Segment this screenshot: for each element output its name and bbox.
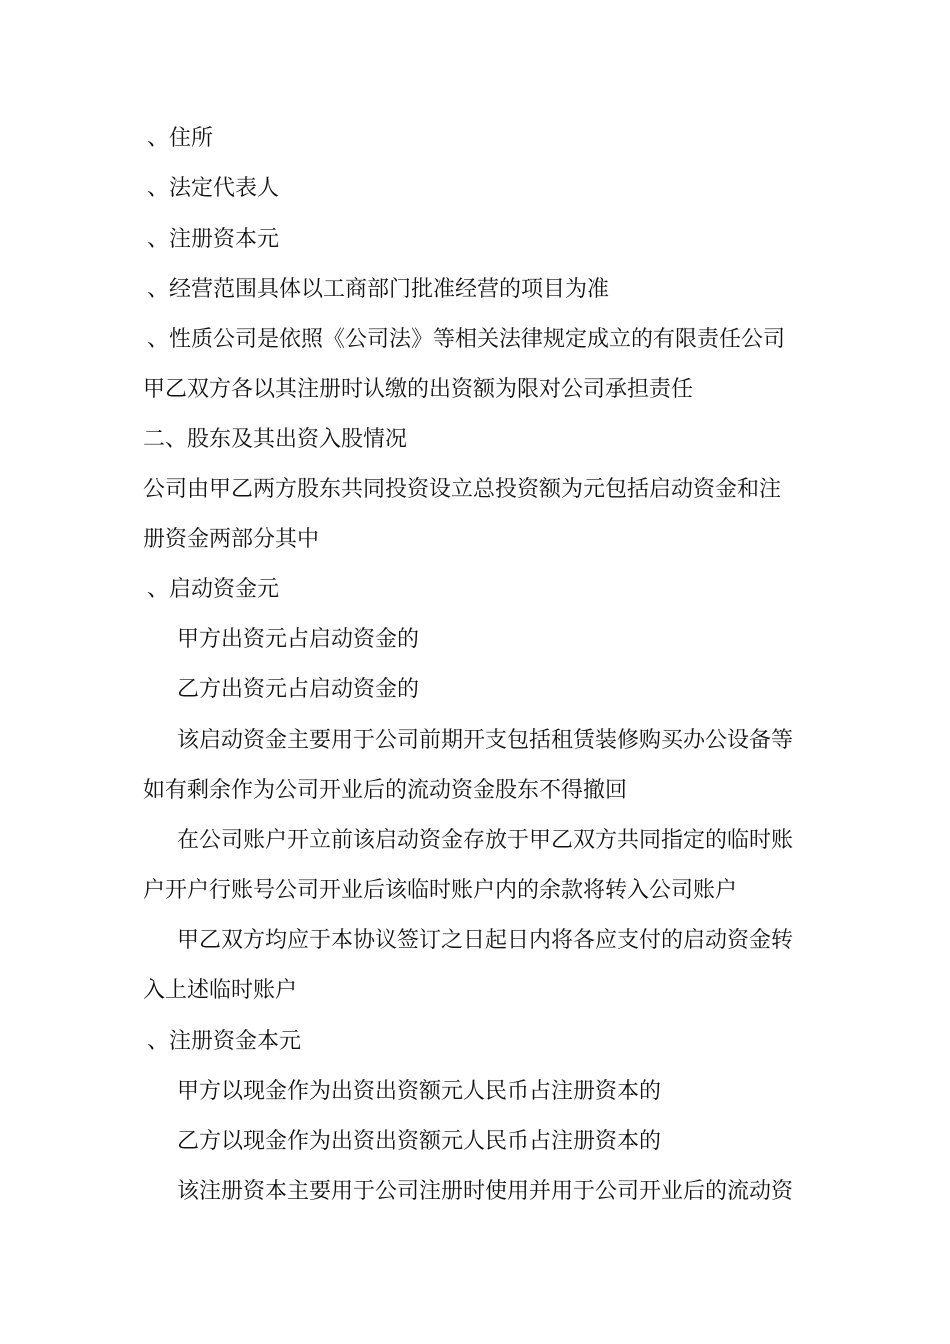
line-payment-deadline: 甲乙双方均应于本协议签订之日起日内将各应支付的启动资金转 [177, 928, 794, 953]
line-startup-usage-cont: 如有剩余作为公司开业后的流动资金股东不得撤回 [143, 778, 628, 803]
line-payment-deadline-cont: 入上述临时账户 [143, 978, 298, 1003]
line-party-a-startup: 甲方出资元占启动资金的 [177, 627, 420, 652]
line-investment-total-cont: 册资金两部分其中 [143, 527, 320, 552]
line-legal-representative: 、法定代表人 [147, 176, 280, 201]
line-temp-account-cont: 户开户行账号公司开业后该临时账户内的余款将转入公司账户 [143, 878, 738, 903]
line-capital-usage: 该注册资本主要用于公司注册时使用并用于公司开业后的流动资 [177, 1179, 794, 1204]
line-registered-funds: 、注册资金本元 [147, 1029, 302, 1054]
line-party-b-startup: 乙方出资元占启动资金的 [177, 677, 420, 702]
line-temp-account: 在公司账户开立前该启动资金存放于甲乙双方共同指定的临时账 [177, 828, 794, 853]
line-company-nature: 、性质公司是依照《公司法》等相关法律规定成立的有限责任公司 [147, 327, 786, 352]
line-startup-funds: 、启动资金元 [147, 577, 280, 602]
line-startup-usage: 该启动资金主要用于公司前期开支包括租赁装修购买办公设备等 [177, 728, 794, 753]
section-heading-shareholders: 二、股东及其出资入股情况 [143, 427, 408, 452]
line-address: 、住所 [147, 126, 214, 151]
line-investment-total: 公司由甲乙两方股东共同投资设立总投资额为元包括启动资金和注 [143, 477, 782, 502]
line-registered-capital: 、注册资本元 [147, 227, 280, 252]
line-party-b-capital: 乙方以现金作为出资出资额元人民币占注册资本的 [177, 1129, 662, 1154]
line-liability: 甲乙双方各以其注册时认缴的出资额为限对公司承担责任 [143, 377, 694, 402]
line-party-a-capital: 甲方以现金作为出资出资额元人民币占注册资本的 [177, 1079, 662, 1104]
line-business-scope: 、经营范围具体以工商部门批准经营的项目为准 [147, 277, 610, 302]
